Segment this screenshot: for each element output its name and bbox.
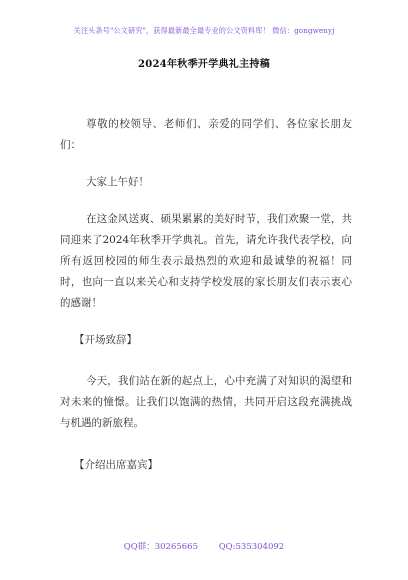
section-heading-introduce-guests: 【介绍出席嘉宾】 bbox=[74, 459, 158, 471]
section-heading-opening-remarks: 【开场致辞】 bbox=[74, 334, 137, 346]
footer-contact bbox=[0, 540, 408, 552]
header-banner: 关注头条号"公文研究"，获得最新最全最专业的公文资料库！ 微信：gongwenyj bbox=[73, 26, 335, 35]
footer-qq: QQ:535304092 bbox=[218, 542, 285, 552]
good-morning-paragraph: 大家上午好！ bbox=[86, 176, 149, 188]
document-title: 2024年秋季开学典礼主持稿 bbox=[137, 59, 271, 70]
opening-intro-paragraph: 在这金风送爽、硕果累累的美好时节，我们欢聚一堂，共同迎来了2024年秋季开学典礼。首先，请允许我代表学校，向所有返回校园的师生表示最热烈的欢迎和最诚挚的祝福！同时，也向一直以来关心和支持学校发展的家长朋友们表示衷心的感谢！ bbox=[60, 213, 352, 309]
footer-qq-group: QQ群：30265665 bbox=[123, 542, 198, 552]
opening-body-paragraph: 今天，我们站在新的起点上，心中充满了对知识的渴望和对未来的憧憬。让我们以饱满的热情，共同开启这段充满挑战与机遇的新旅程。 bbox=[60, 375, 352, 429]
greeting-paragraph: 尊敬的校领导、老师们、亲爱的同学们、各位家长朋友们： bbox=[60, 118, 352, 151]
